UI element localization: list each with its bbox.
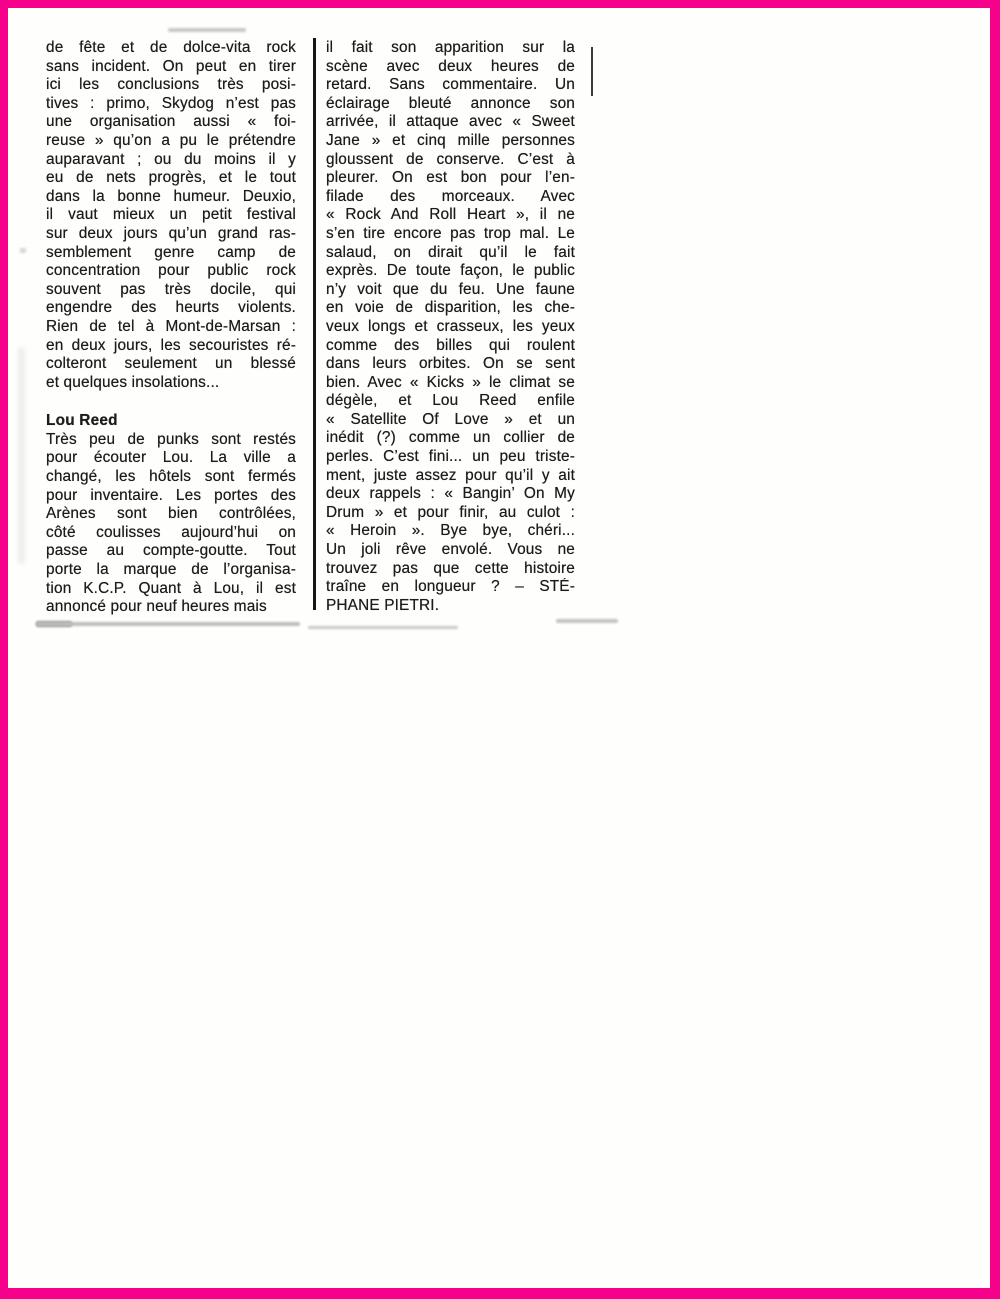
text-line: colteront seulement un blessé bbox=[46, 355, 296, 373]
text-line: salaud, on dirait qu’il le fait bbox=[326, 243, 575, 261]
text-line: inédit (?) comme un collier de bbox=[326, 429, 575, 447]
scan-smudge-bottom bbox=[308, 626, 458, 629]
text-line: perles. C’est fini... un peu triste- bbox=[326, 448, 575, 466]
paper-page bbox=[8, 8, 990, 1288]
scan-ghost-bleed bbox=[18, 348, 25, 563]
text-line: sans incident. On peut en tirer bbox=[46, 57, 296, 75]
section-heading: Lou Reed bbox=[46, 412, 118, 430]
paragraph bbox=[46, 431, 296, 617]
text-line: gloussent de conserve. C’est à bbox=[326, 150, 575, 168]
text-line: engendre des heurts violents. bbox=[46, 299, 296, 317]
text-line: de fête et de dolce-vita rock bbox=[46, 39, 296, 56]
column-divider-rule bbox=[313, 38, 316, 610]
cropped-adjacent-column-rule bbox=[591, 47, 593, 96]
text-line: pleurer. On est bon pour l’en- bbox=[326, 169, 575, 187]
text-line: ment, juste assez pour qu’il y ait bbox=[326, 466, 575, 484]
text-line: il vaut mieux un petit festival bbox=[46, 206, 296, 224]
text-line: scène avec deux heures de bbox=[326, 57, 575, 75]
text-line: « Rock And Roll Heart », il ne bbox=[326, 206, 575, 224]
paragraph bbox=[46, 39, 296, 392]
text-line: Rien de tel à Mont-de-Marsan : bbox=[46, 317, 296, 335]
scan-ghost-dash bbox=[20, 248, 26, 253]
text-line: retard. Sans commentaire. Un bbox=[326, 76, 575, 94]
article-column-left bbox=[46, 39, 296, 617]
text-line: il fait son apparition sur la bbox=[326, 39, 575, 56]
text-line: éclairage bleuté annonce son bbox=[326, 94, 575, 112]
text-line: « Heroin ». Bye bye, chéri... bbox=[326, 522, 575, 540]
scan-smudge-bottom bbox=[556, 619, 618, 623]
text-line: côté coulisses aujourd’hui on bbox=[46, 523, 296, 541]
text-line: comme des billes qui roulent bbox=[326, 336, 575, 354]
text-line: passe au compte-goutte. Tout bbox=[46, 542, 296, 560]
text-line: deux rappels : « Bangin’ On My bbox=[326, 485, 575, 503]
text-line: arrivée, il attaque avec « Sweet bbox=[326, 113, 575, 131]
scan-smudge-top bbox=[168, 28, 246, 32]
text-line: sur deux jours qu’un grand ras- bbox=[46, 224, 296, 242]
text-line: ici les conclusions très posi- bbox=[46, 76, 296, 94]
text-line: Drum » et pour finir, au culot : bbox=[326, 503, 575, 521]
text-line: pour inventaire. Les portes des bbox=[46, 486, 296, 504]
text-line: dans leurs orbites. On se sent bbox=[326, 355, 575, 373]
text-line: bien. Avec « Kicks » le climat se bbox=[326, 373, 575, 391]
text-line: Très peu de punks sont restés bbox=[46, 430, 296, 448]
text-line: s’en tire encore pas trop mal. Le bbox=[326, 224, 575, 242]
text-line: « Satellite Of Love » et un bbox=[326, 410, 575, 428]
text-line: une organisation aussi « foi- bbox=[46, 113, 296, 131]
text-line: reuse » qu’on a pu le prétendre bbox=[46, 131, 296, 149]
text-line: eu de nets progrès, et le tout bbox=[46, 169, 296, 187]
paragraph bbox=[326, 39, 575, 615]
text-line: veux longs et crasseux, les yeux bbox=[326, 317, 575, 335]
text-line: n’y voit que du feu. Une faune bbox=[326, 280, 575, 298]
text-line: tives : primo, Skydog n’est pas bbox=[46, 94, 296, 112]
text-line: pour écouter Lou. La ville a bbox=[46, 449, 296, 467]
text-line: souvent pas très docile, qui bbox=[46, 280, 296, 298]
text-line: concentration pour public rock bbox=[46, 262, 296, 280]
text-line: Arènes sont bien contrôlées, bbox=[46, 505, 296, 523]
text-line: semblement genre camp de bbox=[46, 243, 296, 261]
text-line: et quelques insolations... bbox=[46, 373, 220, 391]
scan-smudge-bottom bbox=[36, 622, 300, 626]
text-line: Un joli rêve envolé. Vous ne bbox=[326, 541, 575, 559]
text-line: en deux jours, les secouristes ré- bbox=[46, 336, 296, 354]
text-line: dans la bonne humeur. Deuxio, bbox=[46, 187, 296, 205]
text-line: changé, les hôtels sont fermés bbox=[46, 468, 296, 486]
text-line: porte la marque de l’organisa- bbox=[46, 561, 296, 579]
text-line: dégèle, et Lou Reed enfile bbox=[326, 392, 575, 410]
text-line: exprès. De toute façon, le public bbox=[326, 262, 575, 280]
text-line: auparavant ; ou du moins il y bbox=[46, 150, 296, 168]
text-line: filade des morceaux. Avec bbox=[326, 187, 575, 205]
text-line: en voie de disparition, les che- bbox=[326, 299, 575, 317]
text-line: Jane » et cinq mille personnes bbox=[326, 131, 575, 149]
article-column-right bbox=[326, 39, 575, 615]
text-line: trouvez pas que cette histoire bbox=[326, 559, 575, 577]
text-line: traîne en longueur ? – STÉ- bbox=[326, 578, 575, 596]
text-line: annoncé pour neuf heures mais bbox=[46, 598, 267, 616]
text-line: tion K.C.P. Quant à Lou, il est bbox=[46, 579, 296, 597]
text-line: PHANE PIETRI. bbox=[326, 596, 440, 614]
